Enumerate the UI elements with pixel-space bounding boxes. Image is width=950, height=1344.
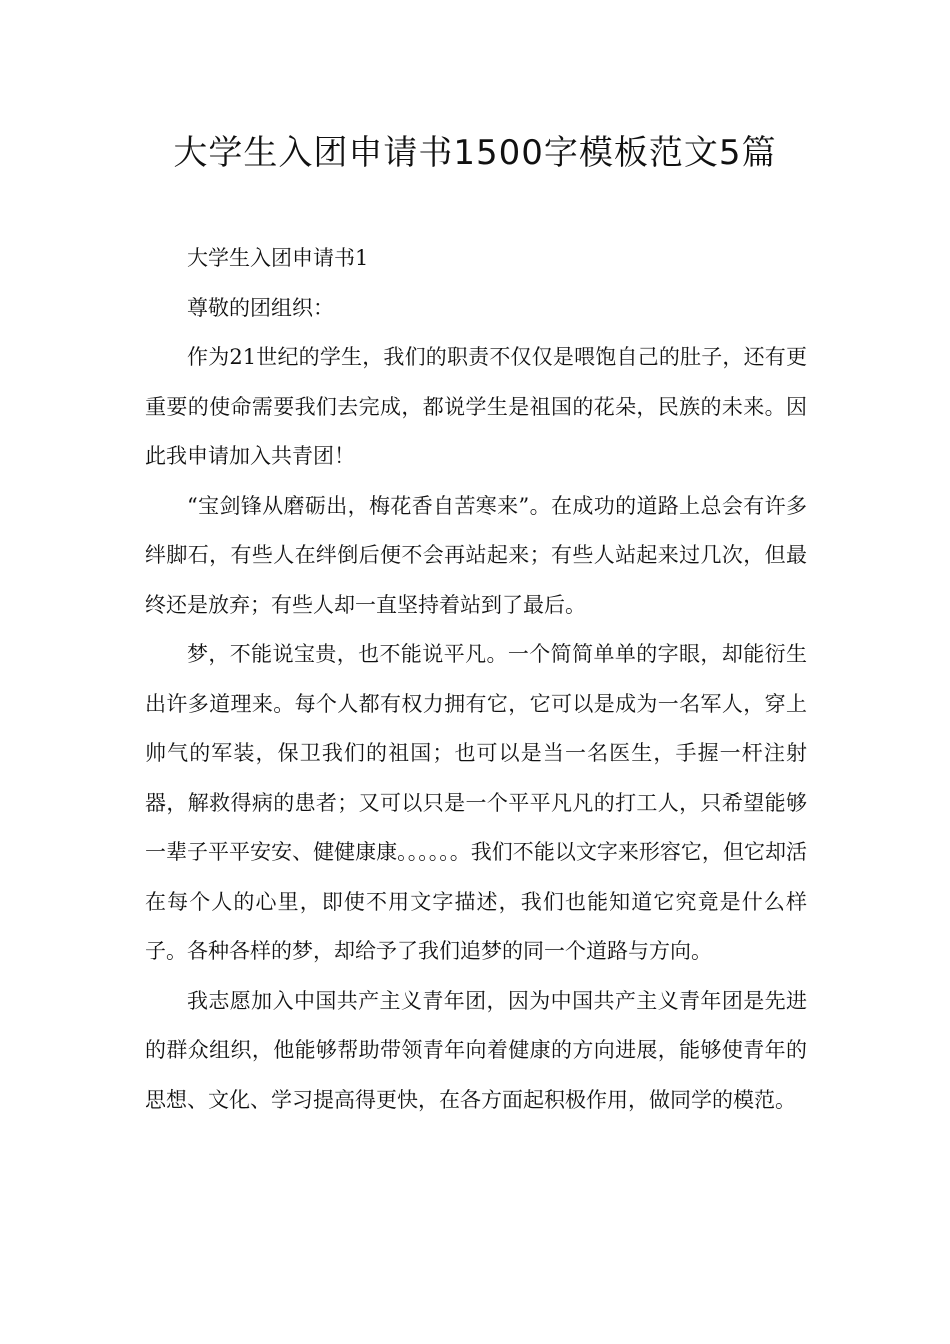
document-body xyxy=(145,234,807,1125)
body-paragraph: “宝剑锋从磨砺出，梅花香自苦寒来”。在成功的道路上总会有许多绊脚石，有些人在绊倒后便不会再站起来；有些人站起来过几次，但最终还是放弃；有些人却一直坚持着站到了最后。 xyxy=(145,493,807,617)
body-paragraph: 我志愿加入中国共产主义青年团，因为中国共产主义青年团是先进的群众组织，他能够帮助带领青年向着健康的方向进展，能够使青年的思想、文化、学习提高得更快，在各方面起积极作用，做同学的模范。 xyxy=(145,988,807,1112)
body-paragraph: 梦，不能说宝贵，也不能说平凡。一个简简单单的字眼，却能衍生出许多道理来。每个人都有权力拥有它，它可以是成为一名军人，穿上帅气的军装，保卫我们的祖国；也可以是当一名医生，手握一杆注射器，解救得病的患者；又可以只是一个平平凡凡的打工人，只希望能够一辈子平平安安、健健康康。。。。。。我们不能以文字来形容它，但它却活在每个人的心里，即使不用文字描述，我们也能知道它究竟是什么样子。各种各样的梦，却给予了我们追梦的同一个道路与方向。 xyxy=(145,642,807,963)
salutation: 尊敬的团组织： xyxy=(187,295,334,320)
document-title: 大学生入团申请书1500字模板范文5篇 xyxy=(173,133,777,173)
body-paragraph: 作为21世纪的学生，我们的职责不仅仅是喂饱自己的肚子，还有更重要的使命需要我们去完成，都说学生是祖国的花朵，民族的未来。因此我申请加入共青团！ xyxy=(145,345,807,468)
section-heading: 大学生入团申请书1 xyxy=(187,246,369,270)
